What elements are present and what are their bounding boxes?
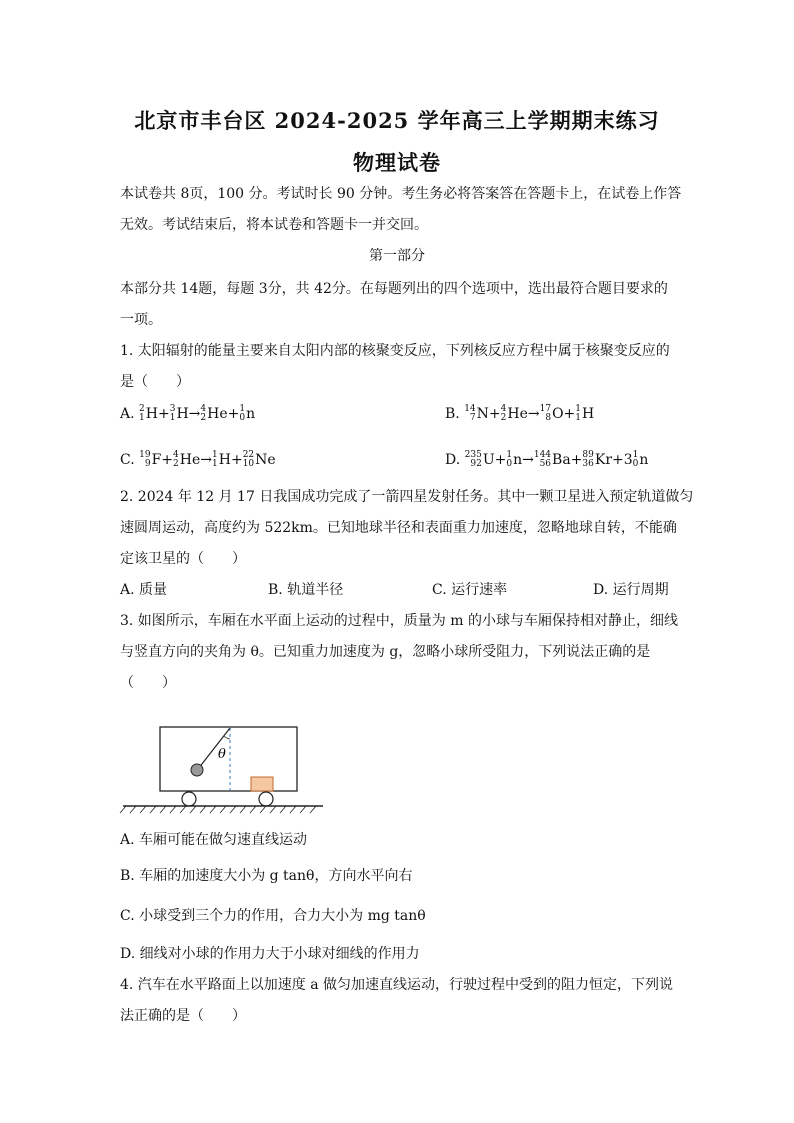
angle-arc — [224, 736, 230, 739]
ground-hatching — [120, 806, 316, 813]
block — [251, 777, 273, 791]
q2-option-b: B. 轨道半径 — [268, 582, 344, 598]
q2-option-a: A. 质量 — [120, 582, 168, 598]
q3-option-b: B. 车厢的加速度大小为 g tanθ，方向水平向右 — [120, 868, 413, 884]
intro-line-2: 无效。考试结束后，将本试卷和答题卡一并交回。 — [120, 217, 428, 233]
q2-stem-2: 速圆周运动，高度约为 522km。已知地球半径和表面重力加速度，忽略地球自转，不能确 — [120, 520, 677, 536]
q1-option-d-label: D. — [445, 452, 461, 468]
q2-option-c: C. 运行速率 — [432, 582, 508, 598]
q1-option-d — [445, 450, 648, 470]
part-desc-1: 本部分共 14题，每题 3分，共 42分。在每题列出的四个选项中，选出最符合题目要求的 — [120, 281, 668, 297]
angle-label: θ — [218, 747, 226, 762]
q1-stem-1: 1. 太阳辐射的能量主要来自太阳内部的核聚变反应，下列核反应方程中属于核聚变反应的 — [120, 343, 670, 359]
q1-option-b-equation: 14 7 N+ 4 2 He→ 17 8 O+ 1 1 H — [464, 404, 595, 423]
q4-stem-2: 法正确的是（ ） — [120, 1008, 246, 1024]
q3-stem-2: 与竖直方向的夹角为 θ。已知重力加速度为 g，忽略小球所受阻力，下列说法正确的是 — [120, 644, 651, 660]
q2-option-d: D. 运行周期 — [593, 582, 669, 598]
q1-option-b-label: B. — [445, 406, 460, 422]
intro-line-1: 本试卷共 8页，100 分。考试时长 90 分钟。考生务必将答案答在答题卡上，在试卷上作答 — [120, 186, 682, 202]
q1-option-a-label: A. — [120, 406, 135, 422]
q3-stem-3: （ ） — [120, 675, 176, 691]
q1-option-b — [445, 404, 594, 424]
q4-stem-1: 4. 汽车在水平路面上以加速度 a 做匀加速直线运动，行驶过程中受到的阻力恒定，下列说 — [120, 977, 674, 993]
q1-option-a — [120, 404, 255, 424]
exam-subtitle: 物理试卷 — [353, 150, 441, 175]
q3-option-c: C. 小球受到三个力的作用，合力大小为 mg tanθ — [120, 908, 426, 924]
q1-option-c — [120, 450, 276, 470]
q3-option-a: A. 车厢可能在做匀速直线运动 — [120, 832, 308, 848]
carriage-body — [160, 727, 297, 791]
q3-stem-1: 3. 如图所示，车厢在水平面上运动的过程中，质量为 m 的小球与车厢保持相对静止，细线 — [120, 613, 678, 629]
q2-stem-3: 定该卫星的（ ） — [120, 551, 246, 567]
part-heading: 第一部分 — [369, 248, 425, 264]
exam-title: 北京市丰台区 2024-2025 学年高三上学期期末练习 — [134, 108, 660, 133]
q1-option-d-equation: 235 92 U+ 1 0 n→ 144 56 Ba+ 89 36 Kr+3 1 0 n — [464, 450, 649, 469]
q1-option-c-label: C. — [120, 452, 135, 468]
wheel-left — [182, 792, 196, 806]
q2-stem-1: 2. 2024 年 12 月 17 日我国成功完成了一箭四星发射任务。其中一颗卫星进入预定轨道做匀 — [120, 489, 694, 505]
q1-option-c-equation: 19 9 F+ 4 2 He→ 1 1 H+ 22 10 Ne — [139, 450, 276, 469]
part-desc-2: 一项。 — [120, 312, 162, 328]
wheel-right — [259, 792, 273, 806]
q1-option-a-equation: 2 1 H+ 3 1 H→ 4 2 He+ 1 0 n — [139, 404, 256, 423]
q3-option-d: D. 细线对小球的作用力大于小球对细线的作用力 — [120, 946, 420, 962]
ball — [191, 764, 203, 776]
q1-stem-2: 是（ ） — [120, 374, 190, 390]
q3-figure-carriage — [118, 720, 328, 820]
